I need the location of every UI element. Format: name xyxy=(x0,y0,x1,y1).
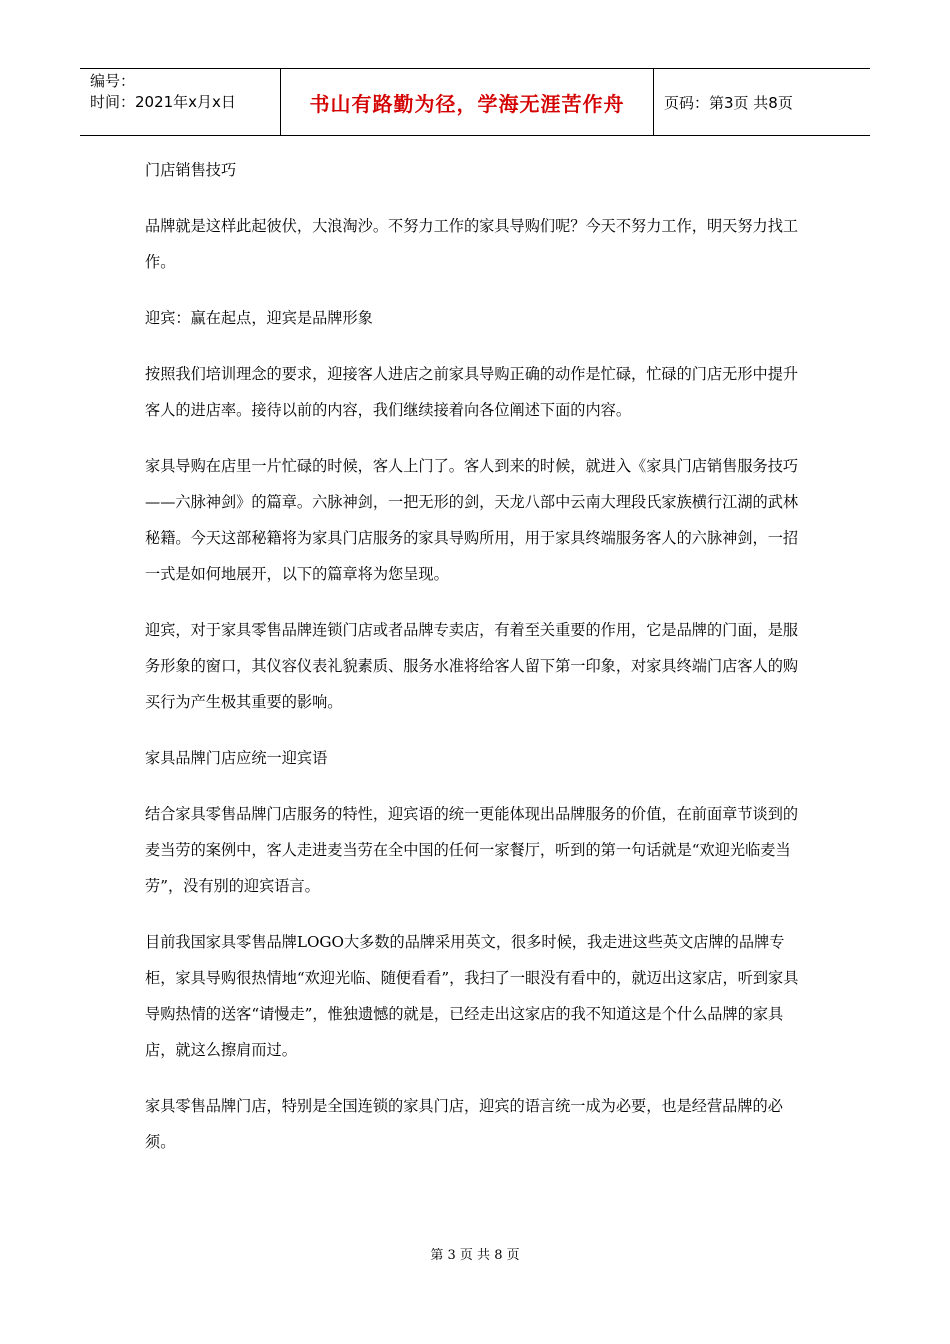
paragraph-chain-stores: 家具零售品牌门店，特别是全国连锁的家具门店，迎宾的语言统一成为必要，也是经营品牌的必须。 xyxy=(145,1097,783,1151)
paragraph-mcdonalds-example: 结合家具零售品牌门店服务的特性，迎宾语的统一更能体现出品牌服务的价值，在前面章节谈到的麦当劳的案例中，客人走进麦当劳在全中国的任何一家餐厅，听到的第一句话就是“欢迎光临麦当劳”，没有别的迎宾语言。 xyxy=(145,805,799,895)
paragraph-brand-competition: 品牌就是这样此起彼伏，大浪淘沙。不努力工作的家具导购们呢？今天不努力工作，明天努力找工作。 xyxy=(145,217,799,271)
header-motto: 书山有路勤为径，学海无涯苦作舟 xyxy=(309,91,625,116)
paragraph-english-logo: 目前我国家具零售品牌LOGO大多数的品牌采用英文，很多时候，我走进这些英文店牌的品牌专柜，家具导购很热情地“欢迎光临、随便看看”，我扫了一眼没有看中的，就迈出这家店，听到家具导购热情的送客“请慢走”，惟独遗憾的就是，已经走出这家店的我不知道这是个什么品牌的家具店，就这么擦肩而过。 xyxy=(145,933,799,1059)
page-header xyxy=(80,68,870,136)
header-motto-cell xyxy=(281,69,654,135)
section-heading-greeting: 迎宾：赢在起点，迎宾是品牌形象 xyxy=(145,309,373,327)
paragraph-six-meridian-sword: 家具导购在店里一片忙碌的时候，客人上门了。客人到来的时候，就进入《家具门店销售服务技巧——六脉神剑》的篇章。六脉神剑，一把无形的剑，天龙八部中云南大理段氏家族横行江湖的武林秘籍。今天这部秘籍将为家具门店服务的家具导购所用，用于家具终端服务客人的六脉神剑，一招一式是如何地展开，以下的篇章将为您呈现。 xyxy=(145,457,799,583)
header-page-info: 页码：第3页 共8页 xyxy=(664,93,793,112)
paragraph-busy-store: 按照我们培训理念的要求，迎接客人进店之前家具导购正确的动作是忙碌，忙碌的门店无形中提升客人的进店率。接待以前的内容，我们继续接着向各位阐述下面的内容。 xyxy=(145,365,799,419)
document-date: 时间：2021年x月x日 xyxy=(90,93,236,111)
document-number-label: 编号： xyxy=(90,72,136,90)
section-heading-unified-greeting: 家具品牌门店应统一迎宾语 xyxy=(145,749,328,767)
footer-page-number: 第 3 页 共 8 页 xyxy=(430,1248,520,1263)
section-heading-store-sales: 门店销售技巧 xyxy=(145,161,237,179)
document-body xyxy=(145,152,805,1180)
paragraph-greeting-importance: 迎宾，对于家具零售品牌连锁门店或者品牌专卖店，有着至关重要的作用，它是品牌的门面，是服务形象的窗口，其仪容仪表礼貌素质、服务水准将给客人留下第一印象，对家具终端门店客人的购买行为产生极其重要的影响。 xyxy=(145,621,799,711)
header-meta-cell xyxy=(80,69,281,135)
page-footer xyxy=(0,1244,950,1263)
header-page-cell xyxy=(654,69,870,135)
